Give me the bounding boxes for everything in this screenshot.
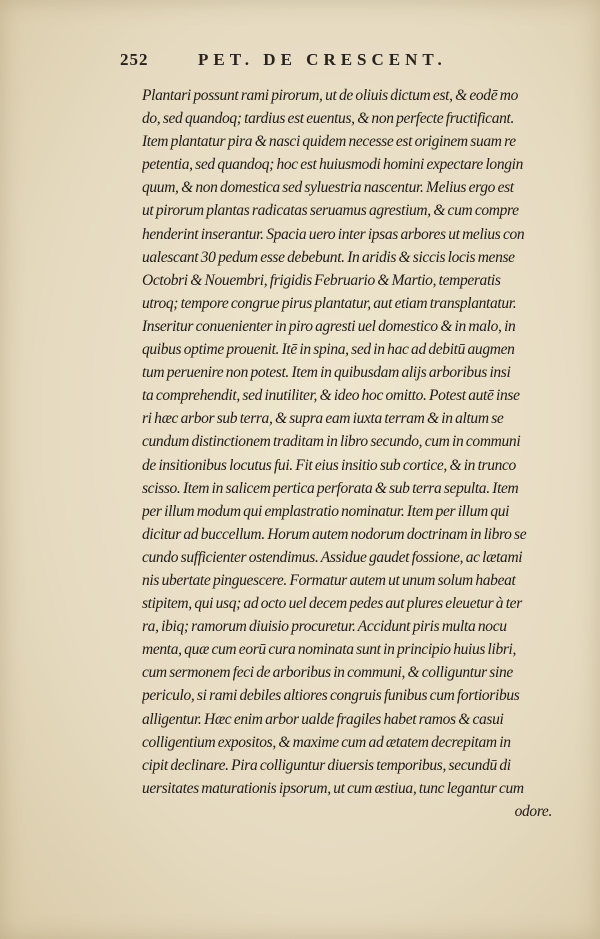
text-line: stipitem, qui usq; ad octo uel decem pedes aut plures eleuetur à ter <box>142 595 522 613</box>
text-line: uersitates maturationis ipsorum, ut cum æstiua, tunc legantur cum <box>142 779 524 797</box>
text-line: Inseritur conuenienter in piro agresti uel domestico & in malo, in <box>142 317 516 335</box>
text-line: tum peruenire non potest. Item in quibusdam alijs arboribus insi <box>142 364 511 382</box>
text-line: nis ubertate pinguescere. Formatur autem ut unum solum habeat <box>142 571 516 589</box>
text-line: cundo sufficienter ostendimus. Assidue gaudet fossione, ac lætami <box>142 548 523 566</box>
page-number: 252 <box>120 50 149 69</box>
text-line: cundum distinctionem traditam in libro secundo, cum in communi <box>142 433 521 451</box>
text-line: cum sermonem feci de arboribus in communi, & colliguntur sine <box>142 664 513 682</box>
text-line: henderint inserantur. Spacia uero inter ipsas arbores ut melius con <box>142 225 525 243</box>
text-line: menta, quæ cum eorū cura nominata sunt in principio huius libri, <box>142 641 517 659</box>
text-line: ri hæc arbor sub terra, & supra eam iuxta terram & in altum se <box>142 410 504 428</box>
text-line: alligentur. Hæc enim arbor ualde fragiles habet ramos & casui <box>142 710 504 728</box>
text-line: do, sed quandoq; tardius est euentus, & non perfecte fructificant. <box>142 110 514 128</box>
text-line: ualescant 30 pedum esse debebunt. In aridis & siccis locis mense <box>142 248 515 266</box>
text-line: ra, ibiq; ramorum diuisio procuretur. Accidunt piris multa nocu <box>142 618 507 636</box>
text-line: colligentium expositos, & maxime cum ad ætatem decrepitam in <box>142 733 511 751</box>
text-line: per illum modum qui emplastratio nominatur. Item per illum qui <box>142 502 510 520</box>
text-line: ta comprehendit, sed inutiliter, & ideo hoc omitto. Potest autē inse <box>142 387 520 405</box>
text-line: Plantari possunt rami pirorum, ut de oliuis dictum est, & eodē mo <box>142 87 518 104</box>
text-line: utroq; tempore congrue pirus plantatur, aut etiam transplantatur. <box>142 294 517 312</box>
text-line: de insitionibus locutus fui. Fit eius insitio sub cortice, & in trunco <box>142 456 516 474</box>
text-line: Octobri & Nouembri, frigidis Februario & Martio, temperatis <box>142 271 501 289</box>
page-header <box>120 50 540 78</box>
text-line: cipit declinare. Pira colliguntur diuersis temporibus, secundū di <box>142 756 511 774</box>
catchword: odore. <box>514 802 552 820</box>
text-line: quibus optime prouenit. Itē in spina, sed in hac ad debitū augmen <box>142 341 515 359</box>
running-head: PET. DE CRESCENT. <box>198 50 447 69</box>
text-line: Item plantatur pira & nasci quidem necesse est originem suam re <box>142 133 516 151</box>
text-line: ut pirorum plantas radicatas seruamus agrestium, & cum compre <box>142 202 519 220</box>
text-line: scisso. Item in salicem pertica perforata & sub terra sepulta. Item <box>142 479 519 497</box>
text-line: petentia, sed quandoq; hoc est huiusmodi homini expectare longin <box>142 156 523 174</box>
text-line: dicitur ad buccellum. Horum autem nodorum doctrinam in libro se <box>142 525 527 543</box>
body-text <box>142 84 562 823</box>
text-line: quum, & non domestica sed syluestria nascentur. Melius ergo est <box>142 179 514 197</box>
text-line: periculo, si rami debiles altiores congruis funibus cum fortioribus <box>142 687 520 705</box>
